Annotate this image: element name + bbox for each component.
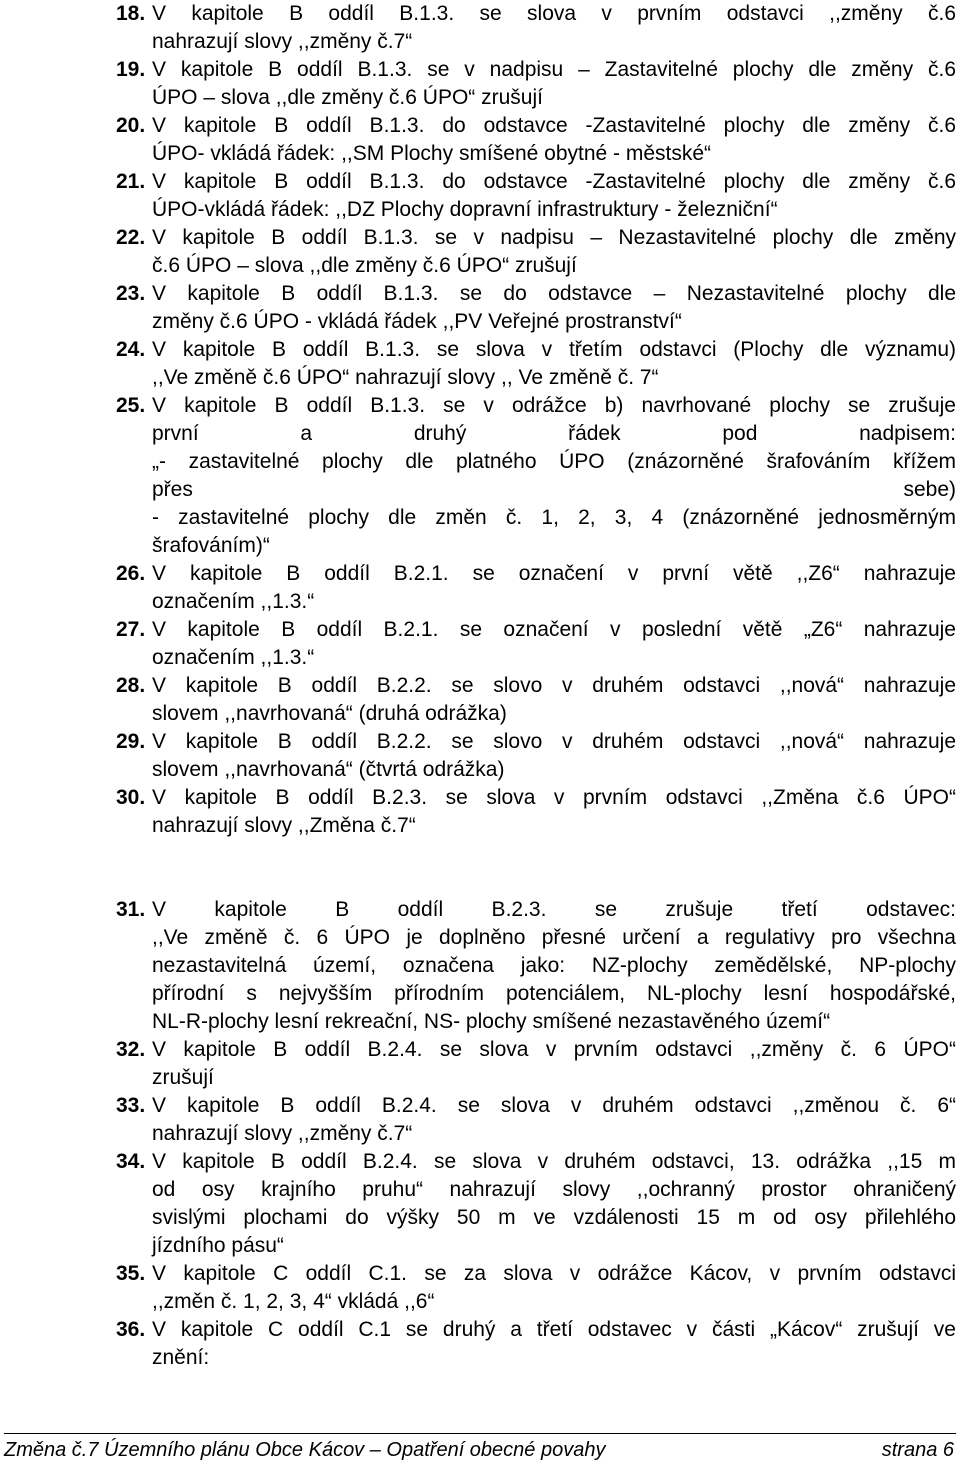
amendment-text-line: ÚPO – slova ,,dle změny č.6 ÚPO“ zrušují <box>152 86 543 109</box>
amendment-item <box>116 784 956 840</box>
amendment-text-line: V kapitole B oddíl B.2.4. se slova v druhém odstavci ,,změnou č. 6“ <box>152 1094 956 1117</box>
amendment-number: 18. <box>116 2 146 25</box>
amendment-number: 34. <box>116 1150 146 1173</box>
amendment-text-line: první a druhý řádek pod nadpisem: <box>152 422 956 445</box>
amendment-item <box>116 224 956 280</box>
footer-page-number: strana 6 <box>881 1439 954 1461</box>
amendment-text-line: V kapitole B oddíl B.2.1. se označení v poslední větě „Z6“ nahrazuje <box>152 618 956 641</box>
amendment-text-line: jízdního pásu“ <box>152 1234 284 1257</box>
amendment-number: 35. <box>116 1262 146 1285</box>
amendment-text-line: č.6 ÚPO – slova ,,dle změny č.6 ÚPO“ zrušují <box>152 254 577 277</box>
amendment-number: 32. <box>116 1038 146 1061</box>
amendment-number: 25. <box>116 394 146 417</box>
amendment-number: 29. <box>116 730 146 753</box>
amendment-number: 20. <box>116 114 146 137</box>
amendment-item <box>116 616 956 672</box>
amendment-text-line: V kapitole B oddíl B.2.2. se slovo v druhém odstavci ,,nová“ nahrazuje <box>152 730 956 753</box>
amendment-text-line: svislými plochami do výšky 50 m ve vzdálenosti 15 m od osy přilehlého <box>152 1206 956 1229</box>
amendment-item <box>116 336 956 392</box>
amendment-text-line: V kapitole B oddíl B.1.3. se slova v třetím odstavci (Plochy dle významu) <box>152 338 956 361</box>
amendment-text-line: V kapitole B oddíl B.1.3. se v nadpisu – Nezastavitelné plochy dle změny <box>152 226 956 249</box>
amendment-item <box>116 1092 956 1148</box>
amendment-number: 30. <box>116 786 146 809</box>
amendment-text-line: V kapitole B oddíl B.2.4. se slova v prvním odstavci ,,změny č. 6 ÚPO“ <box>152 1038 956 1061</box>
amendment-text-line: od osy krajního pruhu“ nahrazují slovy ,,ochranný prostor ohraničený <box>152 1178 956 1201</box>
amendment-text-line: ,,změn č. 1, 2, 3, 4“ vkládá ,,6“ <box>152 1290 435 1313</box>
amendment-item <box>116 560 956 616</box>
amendment-text-line: V kapitole B oddíl B.2.4. se slova v druhém odstavci, 13. odrážka ,,15 m <box>152 1150 956 1173</box>
amendment-text-line: nahrazují slovy ,,Změna č.7“ <box>152 814 416 837</box>
amendment-item <box>116 728 956 784</box>
amendment-number: 24. <box>116 338 146 361</box>
amendment-text-line: šrafováním)“ <box>152 534 270 557</box>
amendment-item <box>116 896 956 1036</box>
amendment-number: 31. <box>116 898 146 921</box>
amendment-text-line: znění: <box>152 1346 210 1369</box>
amendment-number: 26. <box>116 562 146 585</box>
amendment-text-line: V kapitole B oddíl B.1.3. se slova v prvním odstavci ,,změny č.6 <box>152 2 956 25</box>
amendment-item <box>116 1148 956 1260</box>
amendment-text-line: přes sebe) <box>152 478 956 501</box>
amendment-item <box>116 56 956 112</box>
amendment-text-line: „- zastavitelné plochy dle platného ÚPO (znázorněné šrafováním křížem <box>152 450 956 473</box>
amendment-text-line: přírodní s nejvyšším přírodním potenciálem, NL-plochy lesní hospodářské, <box>152 982 956 1005</box>
amendment-text-line: V kapitole B oddíl B.1.3. se v nadpisu – Zastavitelné plochy dle změny č.6 <box>152 58 956 81</box>
amendment-text-line: V kapitole B oddíl B.2.3. se slova v prvním odstavci ,,Změna č.6 ÚPO“ <box>152 786 956 809</box>
amendment-number: 36. <box>116 1318 146 1341</box>
amendment-item <box>116 1036 956 1092</box>
amendment-item <box>116 280 956 336</box>
amendment-text-line: nezastavitelná území, označena jako: NZ-plochy zemědělské, NP-plochy <box>152 954 956 977</box>
amendment-text-line: V kapitole B oddíl B.2.2. se slovo v druhém odstavci ,,nová“ nahrazuje <box>152 674 956 697</box>
amendment-text-line: nahrazují slovy ,,změny č.7“ <box>152 1122 413 1145</box>
amendment-text-line: V kapitole C oddíl C.1. se za slova v odrážce Kácov, v prvním odstavci <box>152 1262 956 1285</box>
amendment-item <box>116 168 956 224</box>
footer-divider <box>4 1433 956 1434</box>
amendment-text-line: V kapitole B oddíl B.1.3. se v odrážce b) navrhované plochy se zrušuje <box>152 394 956 417</box>
amendment-text-line: ÚPO-vkládá řádek: ,,DZ Plochy dopravní infrastruktury - železniční“ <box>152 198 778 221</box>
amendment-text-line: zrušují <box>152 1066 214 1089</box>
amendment-number: 23. <box>116 282 146 305</box>
amendment-text-line: V kapitole B oddíl B.1.3. se do odstavce – Nezastavitelné plochy dle <box>152 282 956 305</box>
amendment-number: 22. <box>116 226 146 249</box>
amendment-number: 19. <box>116 58 146 81</box>
amendment-text-line: V kapitole B oddíl B.2.3. se zrušuje třetí odstavec: <box>152 898 956 921</box>
amendment-item <box>116 392 956 560</box>
amendment-text-line: NL-R-plochy lesní rekreační, NS- plochy smíšené nezastavěného území“ <box>152 1010 831 1033</box>
amendment-text-line: V kapitole B oddíl B.1.3. do odstavce -Zastavitelné plochy dle změny č.6 <box>152 114 956 137</box>
amendment-number: 21. <box>116 170 146 193</box>
amendment-item <box>116 112 956 168</box>
amendment-item <box>116 1260 956 1316</box>
amendment-item <box>116 0 956 56</box>
amendment-text-line: slovem ,,navrhovaná“ (čtvrtá odrážka) <box>152 758 505 781</box>
amendment-text-line: označením ,,1.3.“ <box>152 646 315 669</box>
amendment-text-line: ,,Ve změně č. 6 ÚPO je doplněno přesné určení a regulativy pro všechna <box>152 926 956 949</box>
amendment-text-line: nahrazují slovy ,,změny č.7“ <box>152 30 413 53</box>
amendment-number: 33. <box>116 1094 146 1117</box>
amendment-text-line: slovem ,,navrhovaná“ (druhá odrážka) <box>152 702 507 725</box>
amendment-text-line: ,,Ve změně č.6 ÚPO“ nahrazují slovy ,, Ve změně č. 7“ <box>152 366 659 389</box>
amendment-number: 27. <box>116 618 146 641</box>
amendment-text-line: V kapitole B oddíl B.1.3. do odstavce -Zastavitelné plochy dle změny č.6 <box>152 170 956 193</box>
amendment-text-line: označením ,,1.3.“ <box>152 590 315 613</box>
amendment-text-line: změny č.6 ÚPO - vkládá řádek ,,PV Veřejné prostranství“ <box>152 310 682 333</box>
amendment-text-line: ÚPO- vkládá řádek: ,,SM Plochy smíšené obytné - městské“ <box>152 142 712 165</box>
amendment-item <box>116 1316 956 1372</box>
amendment-text-line: V kapitole B oddíl B.2.1. se označení v první větě ,,Z6“ nahrazuje <box>152 562 956 585</box>
footer-document-title: Změna č.7 Územního plánu Obce Kácov – Opatření obecné povahy <box>4 1439 606 1461</box>
amendment-item <box>116 672 956 728</box>
amendment-number: 28. <box>116 674 146 697</box>
amendment-text-line: - zastavitelné plochy dle změn č. 1, 2, 3, 4 (znázorněné jednosměrným <box>152 506 956 529</box>
amendment-text-line: V kapitole C oddíl C.1 se druhý a třetí odstavec v části „Kácov“ zrušují ve <box>152 1318 956 1341</box>
